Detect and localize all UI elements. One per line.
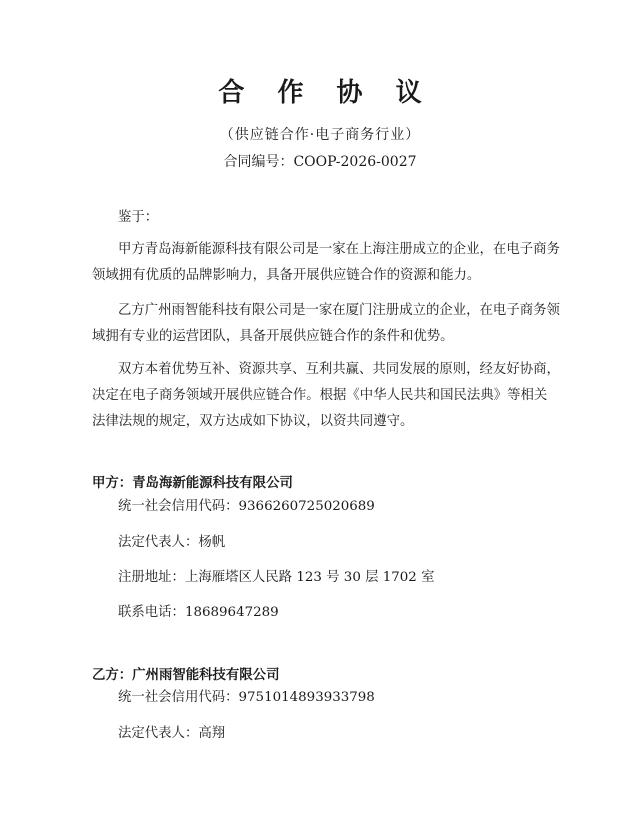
party-b-credit-code: 统一社会信用代码：9751014893933798: [118, 690, 375, 705]
party-a-representative: 法定代表人：杨帆: [118, 535, 226, 550]
document-subtitle: （供应链合作·电子商务行业）: [219, 127, 421, 143]
party-a-credit-code: 统一社会信用代码：9366260725020689: [118, 499, 375, 514]
preamble-paragraph-1: 甲方青岛海新能源科技有限公司是一家在上海注册成立的企业，在电子商务领域拥有优质的品牌影响力，具备开展供应链合作的资源和能力。: [92, 242, 560, 283]
contract-number: 合同编号：COOP-2026-0027: [223, 154, 417, 170]
party-a-heading: 甲方：青岛海新能源科技有限公司: [92, 476, 293, 491]
preamble-paragraph-3: 双方本着优势互补、资源共享、互利共赢、共同发展的原则，经友好协商，决定在电子商务领域开展供应链合作。根据《中华人民共和国民法典》等相关法律法规的规定，双方达成如下协议，以资共同遵守。: [92, 362, 560, 429]
preamble-paragraph-2: 乙方广州雨智能科技有限公司是一家在厦门注册成立的企业，在电子商务领域拥有专业的运营团队，具备开展供应链合作的条件和优势。: [92, 303, 560, 344]
party-a-address: 注册地址：上海雁塔区人民路 123 号 30 层 1702 室: [118, 570, 435, 585]
party-b-heading: 乙方：广州雨智能科技有限公司: [92, 668, 280, 683]
party-a-phone: 联系电话：18689647289: [118, 605, 279, 620]
party-b-representative: 法定代表人：高翔: [118, 726, 226, 741]
whereas-label: 鉴于：: [118, 210, 159, 225]
document-title: 合 作 协 议: [218, 78, 434, 108]
